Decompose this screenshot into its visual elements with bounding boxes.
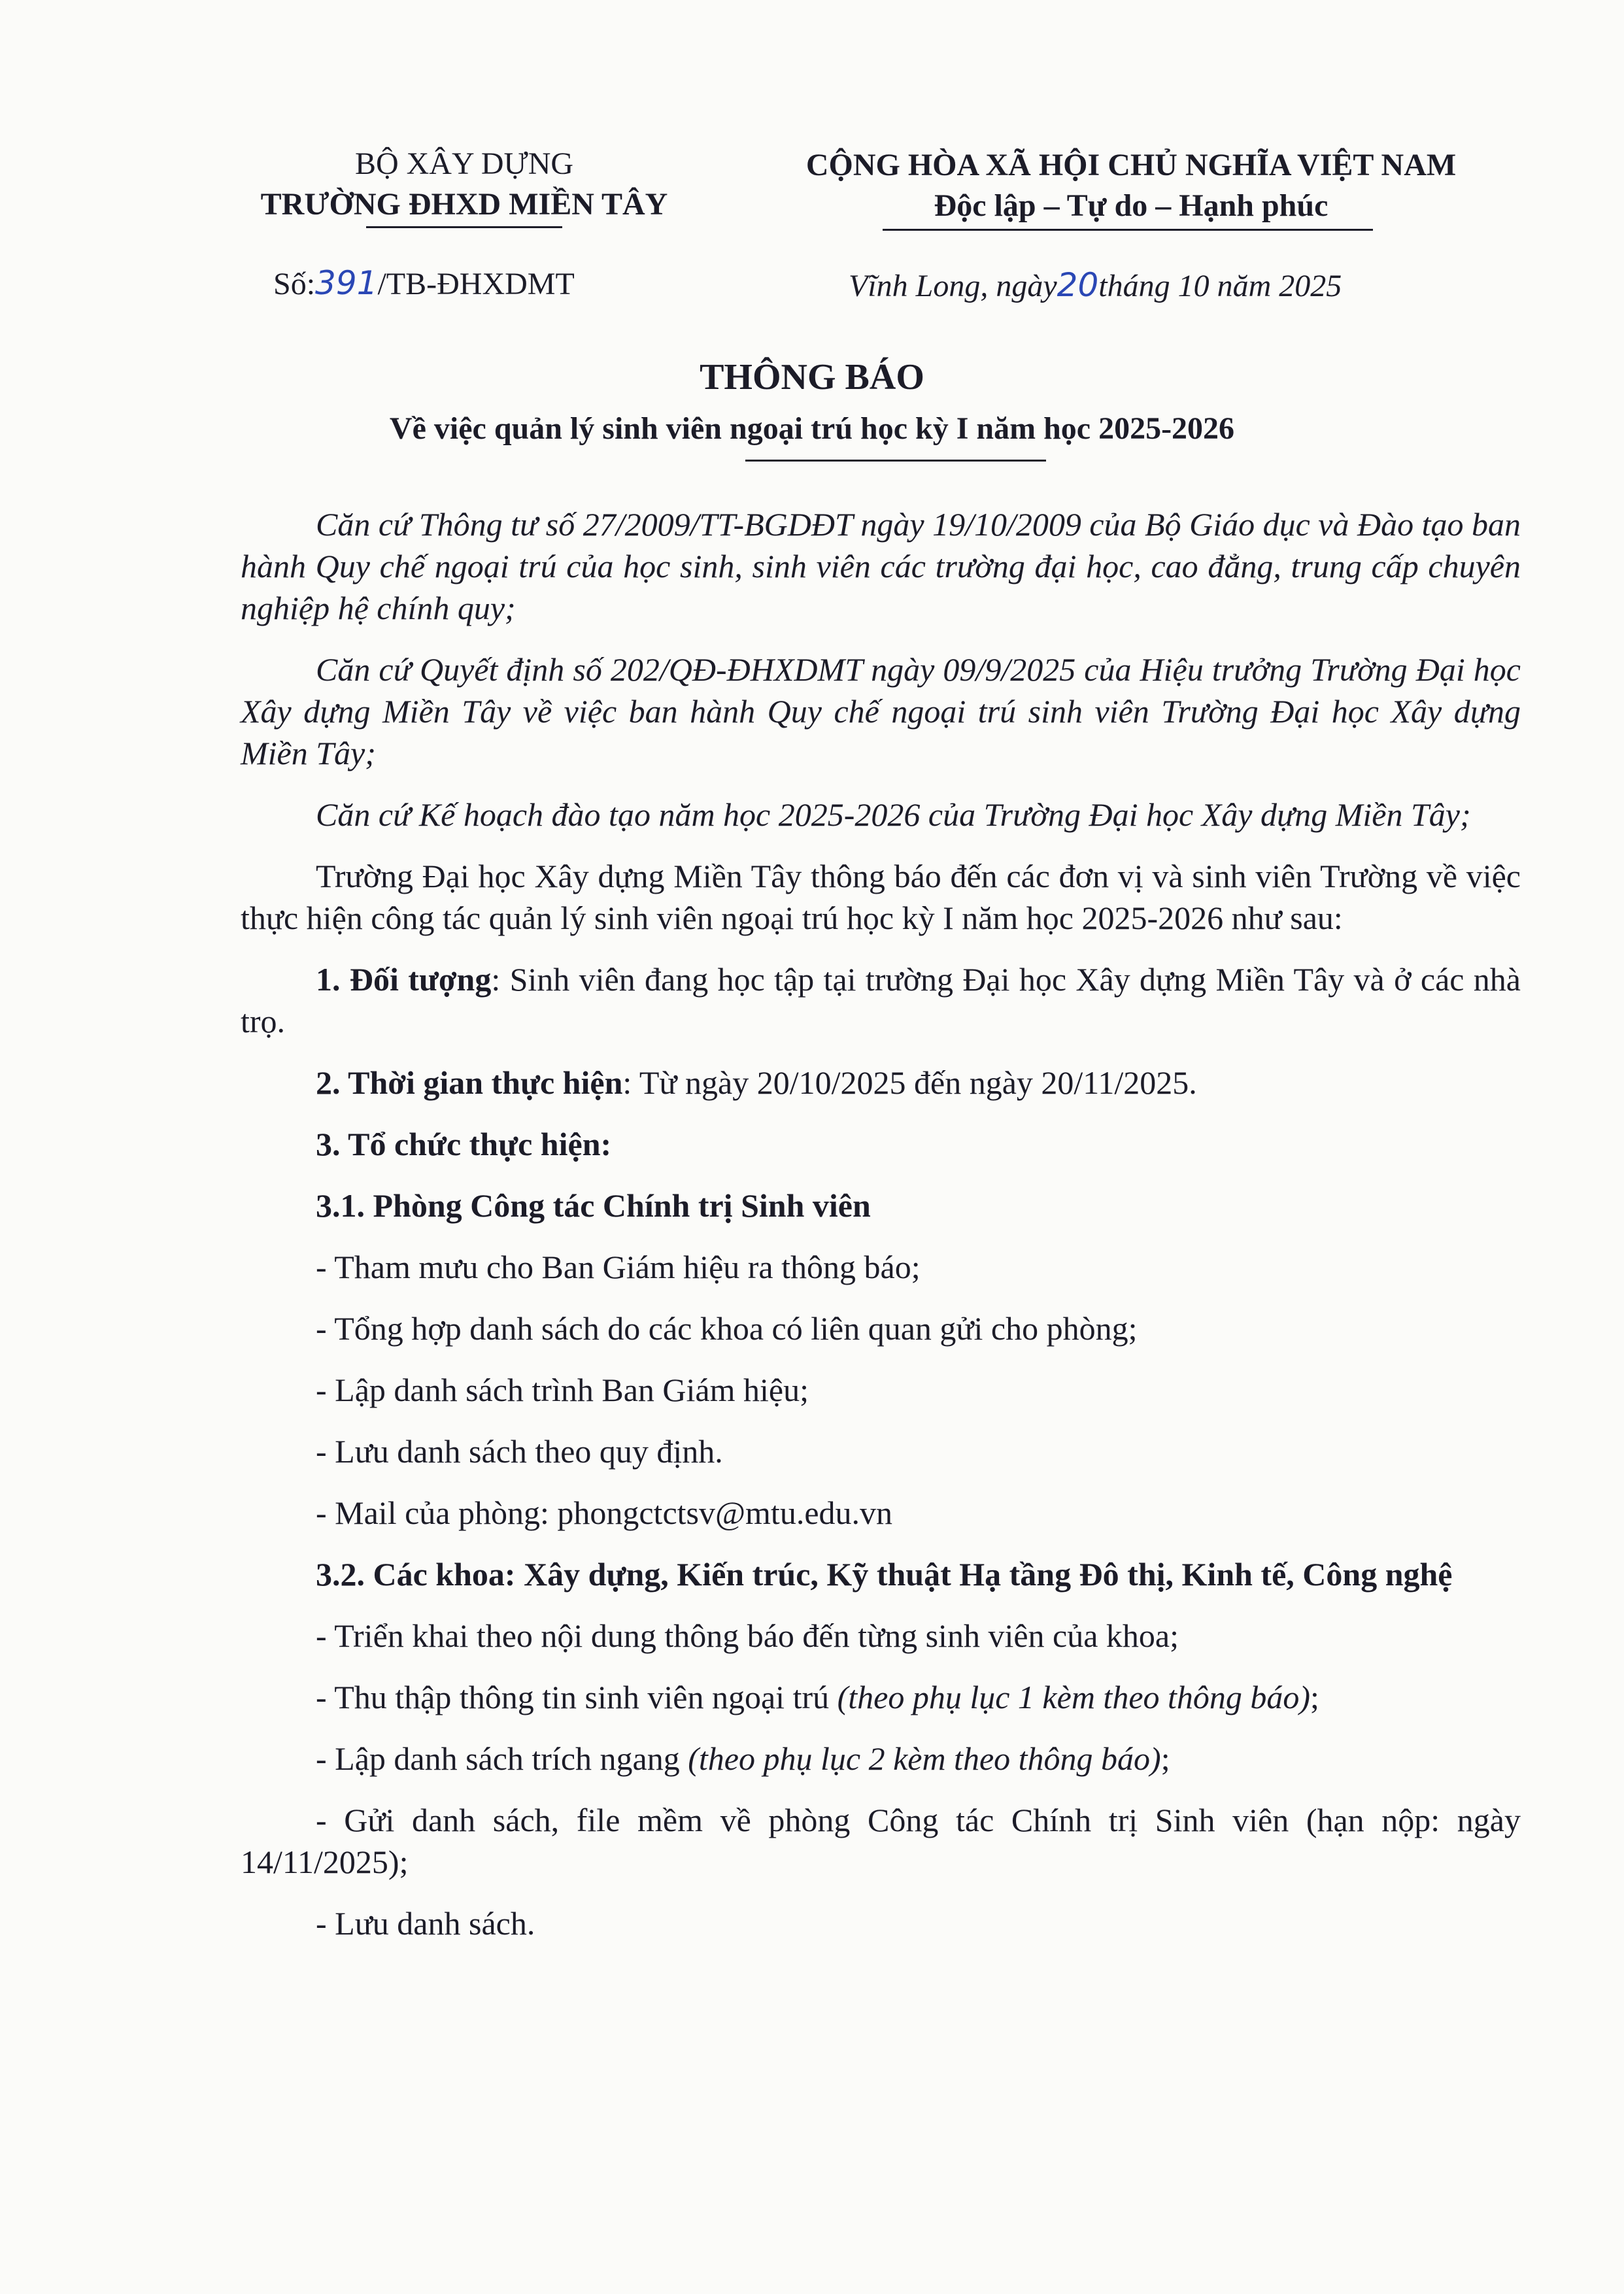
list-item: - Lưu danh sách theo quy định. — [316, 1433, 723, 1470]
intro-paragraph: Trường Đại học Xây dựng Miền Tây thông báo đến các đơn vị và sinh viên Trường về việc thực hiện công tác quản lý sinh viên ngoại trú học kỳ I năm học 2025-2026 như sau: — [241, 858, 1521, 936]
school-name: TRƯỜNG ĐHXD MIỀN TÂY — [260, 187, 668, 222]
handwritten-day: 20 — [1057, 266, 1099, 304]
list-item: - Lưu danh sách. — [316, 1905, 535, 1942]
document-number: Số:391/TB-ĐHXDMT — [273, 264, 575, 302]
list-item: - Tổng hợp danh sách do các khoa có liên quan gửi cho phòng; — [316, 1310, 1138, 1347]
list-item-email: - Mail của phòng: phongctctsv@mtu.edu.vn — [316, 1494, 893, 1531]
legal-basis-2: Căn cứ Quyết định số 202/QĐ-ĐHXDMT ngày 09/9/2025 của Hiệu trưởng Trường Đại học Xây dựng Miền Tây về việc ban hành Quy chế ngoại trú sinh viên Trường Đại học Xây dựng Miền Tây; — [241, 651, 1521, 771]
national-motto: Độc lập – Tự do – Hạnh phúc — [934, 188, 1328, 223]
list-item: - Gửi danh sách, file mềm về phòng Công tác Chính trị Sinh viên (hạn nộp: ngày 14/11/2025); — [241, 1802, 1521, 1880]
document-subtitle: Về việc quản lý sinh viên ngoại trú học kỳ I năm học 2025-2026 — [389, 411, 1235, 446]
list-item: - Thu thập thông tin sinh viên ngoại trú (theo phụ lục 1 kèm theo thông báo); — [316, 1679, 1319, 1715]
list-item: - Lập danh sách trình Ban Giám hiệu; — [316, 1372, 809, 1408]
document-title: THÔNG BÁO — [700, 357, 924, 397]
legal-basis-3: Căn cứ Kế hoạch đào tạo năm học 2025-2026 của Trường Đại học Xây dựng Miền Tây; — [316, 796, 1471, 833]
list-item: - Lập danh sách trích ngang (theo phụ lục 2 kèm theo thông báo); — [316, 1740, 1170, 1777]
section-2: 2. Thời gian thực hiện: Từ ngày 20/10/2025 đến ngày 20/11/2025. — [316, 1064, 1197, 1101]
header-right — [726, 145, 1536, 226]
header-left — [170, 144, 758, 225]
section-3-heading: 3. Tổ chức thực hiện: — [316, 1126, 612, 1162]
legal-basis-1: Căn cứ Thông tư số 27/2009/TT-BGDĐT ngày 19/10/2009 của Bộ Giáo dục và Đào tạo ban hành Quy chế ngoại trú của học sinh, sinh viên các trường đại học, cao đẳng, trung cấp chuyên nghiệp hệ chính quy; — [241, 506, 1521, 626]
handwritten-number: 391 — [315, 264, 378, 302]
section-3-1-heading: 3.1. Phòng Công tác Chính trị Sinh viên — [316, 1187, 871, 1224]
header-left-underline — [366, 226, 562, 228]
list-item: - Triển khai theo nội dung thông báo đến từng sinh viên của khoa; — [316, 1617, 1179, 1654]
section-3-2-heading: 3.2. Các khoa: Xây dựng, Kiến trúc, Kỹ thuật Hạ tầng Đô thị, Kinh tế, Công nghệ — [316, 1556, 1453, 1593]
document-date: Vĩnh Long, ngày20tháng 10 năm 2025 — [849, 266, 1342, 304]
section-1: 1. Đối tượng: Sinh viên đang học tập tại trường Đại học Xây dựng Miền Tây và ở các nhà trọ. — [241, 961, 1521, 1039]
document-body — [241, 503, 1521, 1964]
subtitle-underline — [745, 460, 1046, 462]
national-title: CỘNG HÒA XÃ HỘI CHỦ NGHĨA VIỆT NAM — [805, 148, 1457, 182]
header-right-underline — [883, 229, 1373, 231]
ministry-name: BỘ XÂY DỰNG — [354, 146, 574, 181]
list-item: - Tham mưu cho Ban Giám hiệu ra thông báo; — [316, 1249, 921, 1285]
